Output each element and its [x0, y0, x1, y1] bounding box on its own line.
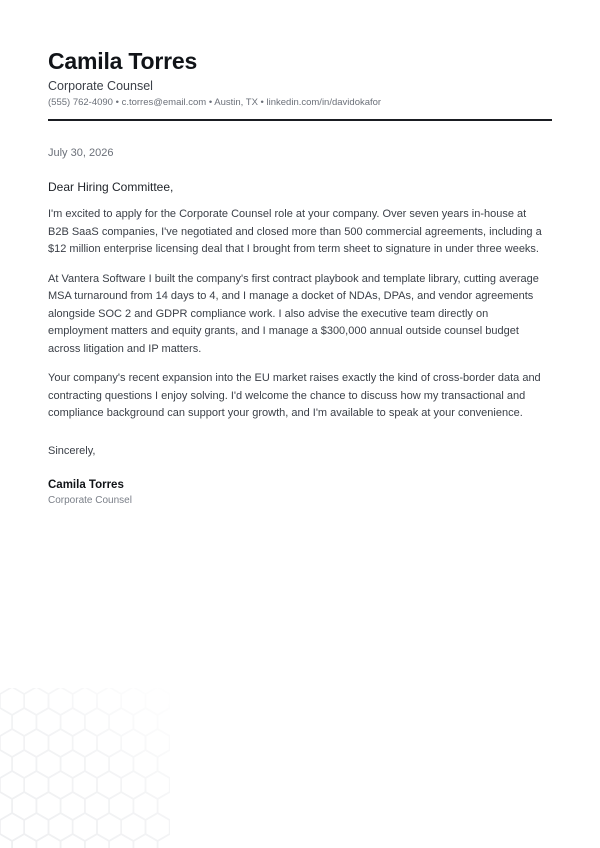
applicant-title: Corporate Counsel — [48, 79, 153, 93]
paragraph-line: contracting questions I enjoy solving. I'd welcome the chance to discuss how my transactional and — [48, 389, 526, 402]
paragraph-line: At Vantera Software I built the company's first contract playbook and template library, cutting average — [48, 272, 539, 285]
paragraph-line: I'm excited to apply for the Corporate Counsel role at your company. Over seven years in-house at — [48, 208, 527, 220]
paragraph-line: $12 million enterprise licensing deal that I brought from term sheet to signature in under three weeks. — [48, 243, 539, 255]
paragraph-line: alongside SOC 2 and GDPR compliance work. I also advise the executive team directly on — [48, 307, 489, 320]
contact-info: (555) 762-4090 • c.torres@email.com • Austin, TX • linkedin.com/in/davidokafor — [48, 97, 382, 108]
letter-body — [48, 206, 552, 435]
applicant-name: Camila Torres — [48, 48, 198, 74]
paragraph-line: Your company's recent expansion into the EU market raises exactly the kind of cross-border data and — [48, 372, 541, 384]
paragraph-line: employment matters and equity grants, and I manage a $300,000 annual outside counsel budget — [48, 325, 519, 337]
paragraph-line: compliance background can support your growth, and I'm available to speak at your convenience. — [48, 407, 523, 419]
paragraph-line: MSA turnaround from 14 days to 4, and I manage a docket of NDAs, DPAs, and vendor agreements — [48, 290, 534, 302]
paragraph-3 — [48, 370, 552, 423]
salutation: Dear Hiring Committee, — [48, 180, 174, 194]
paragraph-2 — [48, 271, 552, 359]
paragraph-1 — [48, 206, 552, 259]
paragraph-line: across litigation and IP matters. — [48, 342, 202, 355]
letter-date: July 30, 2026 — [48, 147, 114, 159]
closing: Sincerely, — [48, 445, 96, 457]
header-divider — [48, 119, 552, 121]
hexagon-pattern-decoration — [0, 688, 170, 848]
signature-title: Corporate Counsel — [48, 495, 132, 506]
paragraph-line: B2B SaaS companies, I've negotiated and closed more than 500 commercial agreements, including a — [48, 225, 542, 238]
signature-name: Camila Torres — [48, 479, 124, 491]
